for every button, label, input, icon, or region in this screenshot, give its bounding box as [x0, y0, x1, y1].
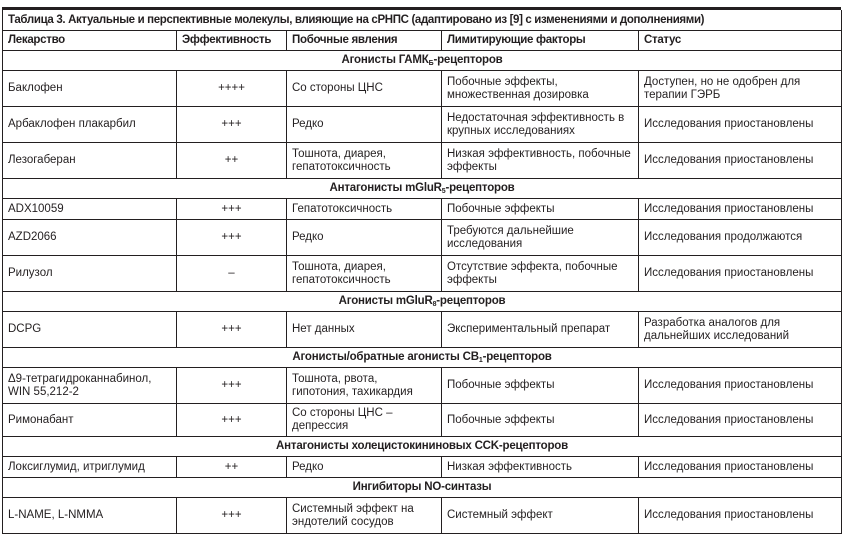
section-title — [3, 348, 842, 368]
cell-drug: Арбаклофен плакарбил — [3, 107, 177, 143]
section-title-subscript: 8 — [432, 301, 437, 308]
cell-drug: Рилузол — [3, 256, 177, 292]
cell-limits: Недостаточная эффективность в крупных исследованиях — [442, 107, 639, 143]
cell-efficacy: +++ — [177, 368, 287, 404]
section-title-text: Агонисты mGluR — [338, 295, 433, 307]
cell-status: Исследования продолжаются — [639, 220, 842, 256]
section-title-text: Антагонисты mGluR — [329, 182, 442, 194]
table-row — [3, 143, 842, 179]
cell-drug: ADX10059 — [3, 199, 177, 220]
section-header-row — [3, 478, 842, 498]
cell-status: Исследования приостановлены — [639, 256, 842, 292]
cell-efficacy: +++ — [177, 199, 287, 220]
cell-limits: Побочные эффекты — [442, 404, 639, 437]
section-title — [3, 437, 842, 457]
cell-side-effects: Тошнота, диарея, гепатотоксичность — [287, 256, 442, 292]
cell-limits: Экспериментальный препарат — [442, 312, 639, 348]
section-title-suffix: -рецепторов — [445, 182, 515, 194]
section-title-subscript: 5 — [441, 188, 446, 195]
table-header-row — [3, 31, 842, 51]
cell-drug: DCPG — [3, 312, 177, 348]
cell-efficacy: ++ — [177, 143, 287, 179]
table-row — [3, 404, 842, 437]
cell-drug: Баклофен — [3, 71, 177, 107]
section-header-row — [3, 51, 842, 71]
section-title-suffix: -рецепторов — [482, 351, 552, 363]
cell-status: Исследования приостановлены — [639, 457, 842, 478]
section-title — [3, 478, 842, 498]
section-title — [3, 292, 842, 312]
cell-side-effects: Редко — [287, 220, 442, 256]
cell-side-effects: Редко — [287, 457, 442, 478]
cell-side-effects: Гепатотоксичность — [287, 199, 442, 220]
cell-side-effects: Нет данных — [287, 312, 442, 348]
section-title-text: Антагонисты холецистокининовых CCK-рецепторов — [276, 440, 568, 452]
cell-status: Исследования приостановлены — [639, 498, 842, 534]
table-row — [3, 71, 842, 107]
cell-drug: L-NAME, L-NMMA — [3, 498, 177, 534]
section-title-suffix: -рецепторов — [433, 54, 503, 66]
cell-side-effects: Системный эффект на эндотелий сосудов — [287, 498, 442, 534]
section-title-text: Агонисты/обратные агонисты CB — [292, 351, 479, 363]
col-header-efficacy: Эффективность — [177, 31, 287, 51]
cell-drug: Римонабант — [3, 404, 177, 437]
cell-limits: Побочные эффекты, множественная дозировка — [442, 71, 639, 107]
cell-status: Исследования приостановлены — [639, 107, 842, 143]
section-title — [3, 51, 842, 71]
section-title-subscript: Б — [428, 60, 434, 67]
cell-status: Исследования приостановлены — [639, 143, 842, 179]
cell-efficacy: – — [177, 256, 287, 292]
section-header-row — [3, 437, 842, 457]
cell-efficacy: ++++ — [177, 71, 287, 107]
cell-limits: Побочные эффекты — [442, 199, 639, 220]
table-row — [3, 107, 842, 143]
drug-table — [2, 10, 842, 534]
cell-status: Исследования приостановлены — [639, 404, 842, 437]
cell-side-effects: Со стороны ЦНС — [287, 71, 442, 107]
cell-limits: Низкая эффективность, побочные эффекты — [442, 143, 639, 179]
table-row — [3, 312, 842, 348]
cell-status: Разработка аналогов для дальнейших исследований — [639, 312, 842, 348]
cell-limits: Низкая эффективность — [442, 457, 639, 478]
cell-drug: Лезогаберан — [3, 143, 177, 179]
cell-efficacy: +++ — [177, 312, 287, 348]
col-header-side-effects: Побочные явления — [287, 31, 442, 51]
table-row — [3, 199, 842, 220]
cell-drug: AZD2066 — [3, 220, 177, 256]
section-title-text: Агонисты ГАМК — [341, 54, 429, 66]
cell-status: Доступен, но не одобрен для терапии ГЭРБ — [639, 71, 842, 107]
cell-status: Исследования приостановлены — [639, 368, 842, 404]
cell-efficacy: +++ — [177, 404, 287, 437]
cell-efficacy: +++ — [177, 107, 287, 143]
table-row — [3, 220, 842, 256]
section-title-suffix: -рецепторов — [436, 295, 506, 307]
section-header-row — [3, 348, 842, 368]
cell-status: Исследования приостановлены — [639, 199, 842, 220]
cell-efficacy: +++ — [177, 220, 287, 256]
section-title-subscript: 1 — [478, 357, 483, 364]
cell-limits: Побочные эффекты — [442, 368, 639, 404]
cell-side-effects: Тошнота, диарея, гепатотоксичность — [287, 143, 442, 179]
cell-side-effects: Со стороны ЦНС – депрессия — [287, 404, 442, 437]
section-title-text: Ингибиторы NO-синтазы — [352, 481, 492, 493]
table-row — [3, 498, 842, 534]
cell-limits: Системный эффект — [442, 498, 639, 534]
drug-table-container — [2, 7, 841, 534]
table-caption: Таблица 3. Актуальные и перспективные молекулы, влияющие на сРНПС (адаптировано из [9] с изменениями и дополнениями) — [3, 10, 842, 31]
cell-efficacy: +++ — [177, 498, 287, 534]
section-header-row — [3, 179, 842, 199]
section-header-row — [3, 292, 842, 312]
cell-side-effects: Редко — [287, 107, 442, 143]
cell-drug: Локсиглумид, итриглумид — [3, 457, 177, 478]
cell-efficacy: ++ — [177, 457, 287, 478]
table-row — [3, 457, 842, 478]
cell-side-effects: Тошнота, рвота, гипотония, тахикардия — [287, 368, 442, 404]
cell-limits: Отсутствие эффекта, побочные эффекты — [442, 256, 639, 292]
col-header-status: Статус — [639, 31, 842, 51]
cell-limits: Требуются дальнейшие исследования — [442, 220, 639, 256]
table-row — [3, 256, 842, 292]
col-header-drug: Лекарство — [3, 31, 177, 51]
col-header-limits: Лимитирующие факторы — [442, 31, 639, 51]
section-title — [3, 179, 842, 199]
table-row — [3, 368, 842, 404]
cell-drug: Δ9-тетрагидроканнабинол, WIN 55,212-2 — [3, 368, 177, 404]
table-caption-row — [3, 10, 842, 31]
